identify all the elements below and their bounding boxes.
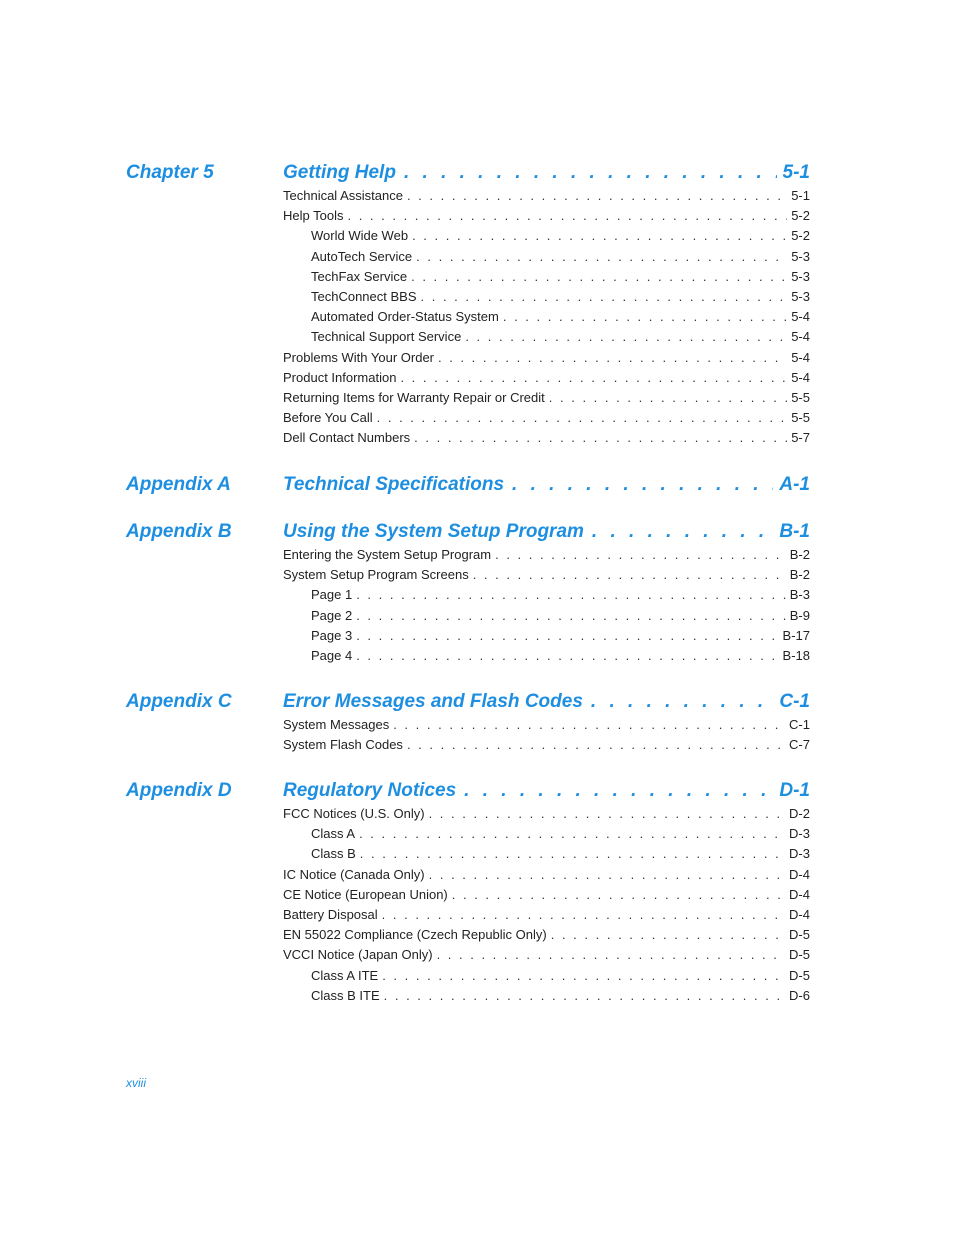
- chapter-title: Error Messages and Flash Codes: [283, 691, 583, 712]
- toc-entry-title: Class B: [311, 846, 356, 862]
- dot-leader: [377, 410, 788, 425]
- toc-entry[interactable]: [311, 289, 810, 304]
- toc-entry-page-number: C-1: [789, 717, 810, 732]
- dot-leader: [591, 691, 773, 713]
- toc-entry[interactable]: [311, 228, 810, 243]
- toc-entry-title: World Wide Web: [311, 228, 409, 244]
- dot-leader: [551, 927, 785, 942]
- toc-entry-page-number: D-2: [789, 806, 810, 821]
- toc-entry[interactable]: [283, 806, 810, 821]
- toc-entry-page-number: 5-3: [791, 268, 810, 284]
- toc-entry-title: TechFax Service: [311, 268, 408, 284]
- dot-leader: [382, 907, 785, 922]
- toc-entry[interactable]: [283, 737, 810, 752]
- toc-entry-page-number: B-17: [782, 627, 810, 643]
- toc-entry[interactable]: [283, 370, 810, 385]
- toc-entry-page-number: 5-1: [791, 188, 810, 203]
- dot-leader: [411, 269, 787, 284]
- toc-entry-title: Class A: [311, 826, 356, 842]
- toc-entry-page-number: 5-5: [791, 410, 810, 426]
- toc-entry[interactable]: [311, 826, 810, 841]
- chapter-title: Technical Specifications: [283, 474, 505, 495]
- toc-entry-title: Page 2: [311, 607, 353, 623]
- toc-entry-page-number: 5-4: [791, 329, 810, 345]
- toc-entry-title: Class B ITE: [311, 987, 380, 1003]
- toc-entry-title: Entering the System Setup Program: [283, 547, 492, 562]
- dot-leader: [393, 717, 785, 732]
- chapter-label: Appendix D: [126, 780, 232, 801]
- toc-entry-title: Technical Assistance: [283, 188, 403, 203]
- toc-entry-page-number: B-3: [789, 587, 810, 603]
- dot-leader: [592, 521, 773, 543]
- dot-leader: [359, 826, 785, 841]
- toc-entry-page-number: D-3: [789, 826, 810, 842]
- toc-entry-page-number: D-5: [789, 967, 810, 983]
- chapter-title: Getting Help: [283, 162, 396, 183]
- toc-entry-page-number: 5-4: [791, 349, 810, 365]
- dot-leader: [400, 370, 787, 385]
- toc-entry-title: Battery Disposal: [283, 907, 378, 922]
- toc-entry[interactable]: [311, 968, 810, 983]
- chapter-label: Appendix A: [126, 474, 231, 495]
- toc-entry[interactable]: [283, 867, 810, 882]
- toc-entry-page-number: B-9: [789, 607, 810, 623]
- chapter-page-number: D-1: [779, 780, 810, 801]
- toc-entry[interactable]: [311, 608, 810, 623]
- dot-leader: [549, 390, 787, 405]
- toc-entry[interactable]: [283, 887, 810, 902]
- toc-entry-title: System Messages: [283, 717, 390, 732]
- toc-entry-title: IC Notice (Canada Only): [283, 866, 425, 882]
- dot-leader: [356, 648, 778, 663]
- toc-entry-page-number: D-5: [789, 947, 810, 963]
- toc-entry[interactable]: [311, 329, 810, 344]
- toc-entry[interactable]: [311, 648, 810, 663]
- dot-leader: [429, 867, 785, 882]
- toc-entry[interactable]: [283, 927, 810, 942]
- dot-leader: [347, 208, 787, 223]
- dot-leader: [452, 887, 785, 902]
- toc-entry-page-number: D-4: [789, 886, 810, 902]
- chapter-page-number: A-1: [779, 474, 810, 495]
- dot-leader: [503, 309, 787, 324]
- dot-leader: [421, 289, 788, 304]
- chapter-label: Chapter 5: [126, 162, 214, 183]
- chapter-title-link[interactable]: [283, 521, 810, 543]
- dot-leader: [437, 947, 785, 962]
- toc-entry-page-number: B-18: [782, 648, 810, 663]
- dot-leader: [360, 846, 785, 861]
- chapter-page-number: 5-1: [782, 162, 810, 183]
- toc-entry-page-number: 5-7: [791, 430, 810, 446]
- toc-entry-page-number: C-7: [789, 737, 810, 753]
- toc-entry-title: AutoTech Service: [311, 248, 413, 264]
- toc-entry-title: VCCI Notice (Japan Only): [283, 947, 433, 963]
- toc-entry[interactable]: [311, 988, 810, 1003]
- toc-entry-page-number: B-2: [789, 567, 810, 583]
- toc-entry-title: Dell Contact Numbers: [283, 430, 411, 446]
- toc-entry[interactable]: [311, 628, 810, 643]
- chapter-page-number: C-1: [779, 691, 810, 712]
- dot-leader: [495, 547, 786, 562]
- chapter-title-link[interactable]: [283, 780, 810, 802]
- toc-entry-page-number: D-3: [789, 846, 810, 862]
- dot-leader: [414, 430, 787, 445]
- toc-entry[interactable]: [311, 587, 810, 602]
- toc-entry-title: Page 1: [311, 587, 353, 603]
- toc-entry-title: Page 3: [311, 627, 353, 643]
- toc-entry[interactable]: [311, 269, 810, 284]
- dot-leader: [356, 628, 778, 643]
- toc-entry-title: FCC Notices (U.S. Only): [283, 806, 425, 821]
- dot-leader: [512, 474, 773, 496]
- page-number: xviii: [126, 1076, 146, 1090]
- chapter-title-link[interactable]: [283, 474, 810, 496]
- toc-entry-title: CE Notice (European Union): [283, 886, 448, 902]
- toc-entry[interactable]: [283, 350, 810, 365]
- dot-leader: [429, 806, 785, 821]
- chapter-title: Using the System Setup Program: [283, 521, 584, 542]
- toc-entry-title: Before You Call: [283, 410, 373, 426]
- dot-leader: [438, 350, 787, 365]
- chapter-label: Appendix C: [126, 691, 232, 712]
- dot-leader: [407, 737, 785, 752]
- toc-entry-page-number: 5-2: [791, 208, 810, 224]
- dot-leader: [412, 228, 787, 243]
- dot-leader: [382, 968, 785, 983]
- toc-entry[interactable]: [283, 208, 810, 223]
- toc-entry[interactable]: [283, 717, 810, 732]
- toc-entry-title: Page 4: [311, 648, 353, 663]
- dot-leader: [464, 780, 773, 802]
- dot-leader: [384, 988, 785, 1003]
- toc-entry-page-number: 5-4: [791, 369, 810, 385]
- dot-leader: [356, 608, 786, 623]
- toc-entry-page-number: 5-3: [791, 289, 810, 304]
- dot-leader: [356, 587, 786, 602]
- chapter-label: Appendix B: [126, 521, 232, 542]
- toc-entry-title: Technical Support Service: [311, 329, 462, 345]
- toc-entry[interactable]: [283, 907, 810, 922]
- toc-entry[interactable]: [283, 947, 810, 962]
- toc-entry-page-number: 5-5: [791, 390, 810, 405]
- toc-entry-page-number: B-2: [789, 547, 810, 562]
- toc-entry[interactable]: [311, 249, 810, 264]
- toc-entry-page-number: 5-4: [791, 309, 810, 325]
- toc-entry-page-number: D-6: [789, 987, 810, 1003]
- toc-entry[interactable]: [311, 309, 810, 324]
- toc-entry-title: Problems With Your Order: [283, 349, 435, 365]
- toc-entry-page-number: 5-2: [791, 228, 810, 244]
- toc-entry[interactable]: [283, 567, 810, 582]
- chapter-title: Regulatory Notices: [283, 780, 457, 801]
- toc-entry[interactable]: [283, 390, 810, 405]
- toc-entry-page-number: 5-3: [791, 248, 810, 264]
- toc-entry-page-number: D-4: [789, 907, 810, 922]
- toc-entry[interactable]: [283, 410, 810, 425]
- dot-leader: [416, 249, 787, 264]
- toc-entry-title: System Setup Program Screens: [283, 567, 469, 583]
- toc-entry-title: EN 55022 Compliance (Czech Republic Only): [283, 927, 547, 943]
- dot-leader: [407, 188, 787, 203]
- chapter-page-number: B-1: [779, 521, 810, 542]
- toc-entry-page-number: D-4: [789, 866, 810, 882]
- dot-leader: [465, 329, 787, 344]
- dot-leader: [473, 567, 786, 582]
- chapter-title-link[interactable]: [283, 691, 810, 713]
- toc-entry-title: Automated Order-Status System: [311, 309, 499, 325]
- chapter-title-link[interactable]: [283, 162, 810, 184]
- toc-entry-title: TechConnect BBS: [311, 289, 417, 304]
- toc-entry-title: System Flash Codes: [283, 737, 403, 753]
- toc-entry-title: Help Tools: [283, 208, 344, 224]
- toc-entry[interactable]: [283, 547, 810, 562]
- toc-entry[interactable]: [283, 188, 810, 203]
- toc-entry-page-number: D-5: [789, 927, 810, 943]
- toc-entry-title: Returning Items for Warranty Repair or Credit: [283, 390, 545, 405]
- toc-entry-title: Class A ITE: [311, 967, 379, 983]
- dot-leader: [404, 162, 777, 184]
- toc-entry-title: Product Information: [283, 369, 397, 385]
- toc-entry[interactable]: [283, 430, 810, 445]
- toc-entry[interactable]: [311, 846, 810, 861]
